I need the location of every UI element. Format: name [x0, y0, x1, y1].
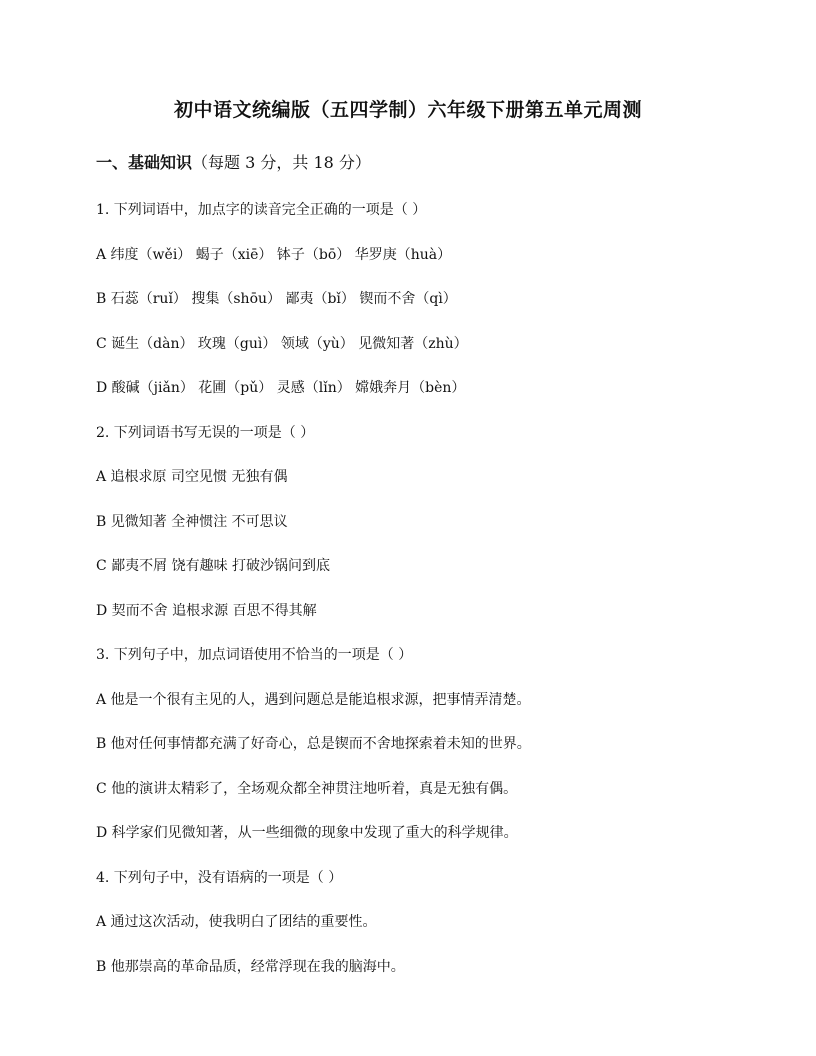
answer-option: B 石蕊（ruǐ） 搜集（shōu） 鄙夷（bǐ） 锲而不舍（qì）	[96, 291, 457, 307]
question-stem: 1. 下列词语中，加点字的读音完全正确的一项是（ ）	[96, 202, 427, 218]
answer-option: A 他是一个很有主见的人，遇到问题总是能追根求源，把事情弄清楚。	[96, 691, 531, 708]
answer-option: D 酸碱（jiǎn） 花圃（pǔ） 灵感（lǐn） 嫦娥奔月（bèn）	[96, 380, 466, 396]
answer-option: C 他的演讲太精彩了，全场观众都全神贯注地听着，真是无独有偶。	[96, 780, 518, 797]
answer-option: B 见微知著 全神惯注 不可思议	[96, 513, 288, 530]
answer-option: D 科学家们见微知著，从一些细微的现象中发现了重大的科学规律。	[96, 825, 518, 841]
answer-option: C 诞生（dàn） 玫瑰（guì） 领域（yù） 见微知著（zhù）	[96, 335, 468, 352]
answer-option: C 鄙夷不屑 饶有趣味 打破沙锅问到底	[96, 558, 331, 574]
section-heading-note: （每题 3 分，共 18 分）	[192, 153, 371, 172]
answer-option: B 他对任何事情都充满了好奇心，总是锲而不舍地探索着未知的世界。	[96, 736, 531, 752]
answer-option: B 他那崇高的革命品质，经常浮现在我的脑海中。	[96, 958, 405, 975]
answer-option: D 契而不舍 追根求源 百思不得其解	[96, 602, 317, 619]
answer-option: A 追根求原 司空见惯 无独有偶	[96, 469, 288, 485]
section-heading	[96, 150, 371, 173]
question-stem: 4. 下列句子中，没有语病的一项是（ ）	[96, 869, 343, 886]
question-stem: 3. 下列句子中，加点词语使用不恰当的一项是（ ）	[96, 647, 413, 663]
document-title: 初中语文统编版（五四学制）六年级下册第五单元周测	[173, 99, 642, 121]
answer-option: A 纬度（wěi） 蝎子（xiē） 钵子（bō） 华罗庚（huà）	[96, 246, 452, 263]
answer-option: A 通过这次活动，使我明白了团结的重要性。	[96, 914, 377, 930]
section-heading-label: 一、基础知识	[96, 153, 193, 172]
question-list	[96, 196, 736, 997]
question-stem: 2. 下列词语书写无误的一项是（ ）	[96, 424, 315, 441]
